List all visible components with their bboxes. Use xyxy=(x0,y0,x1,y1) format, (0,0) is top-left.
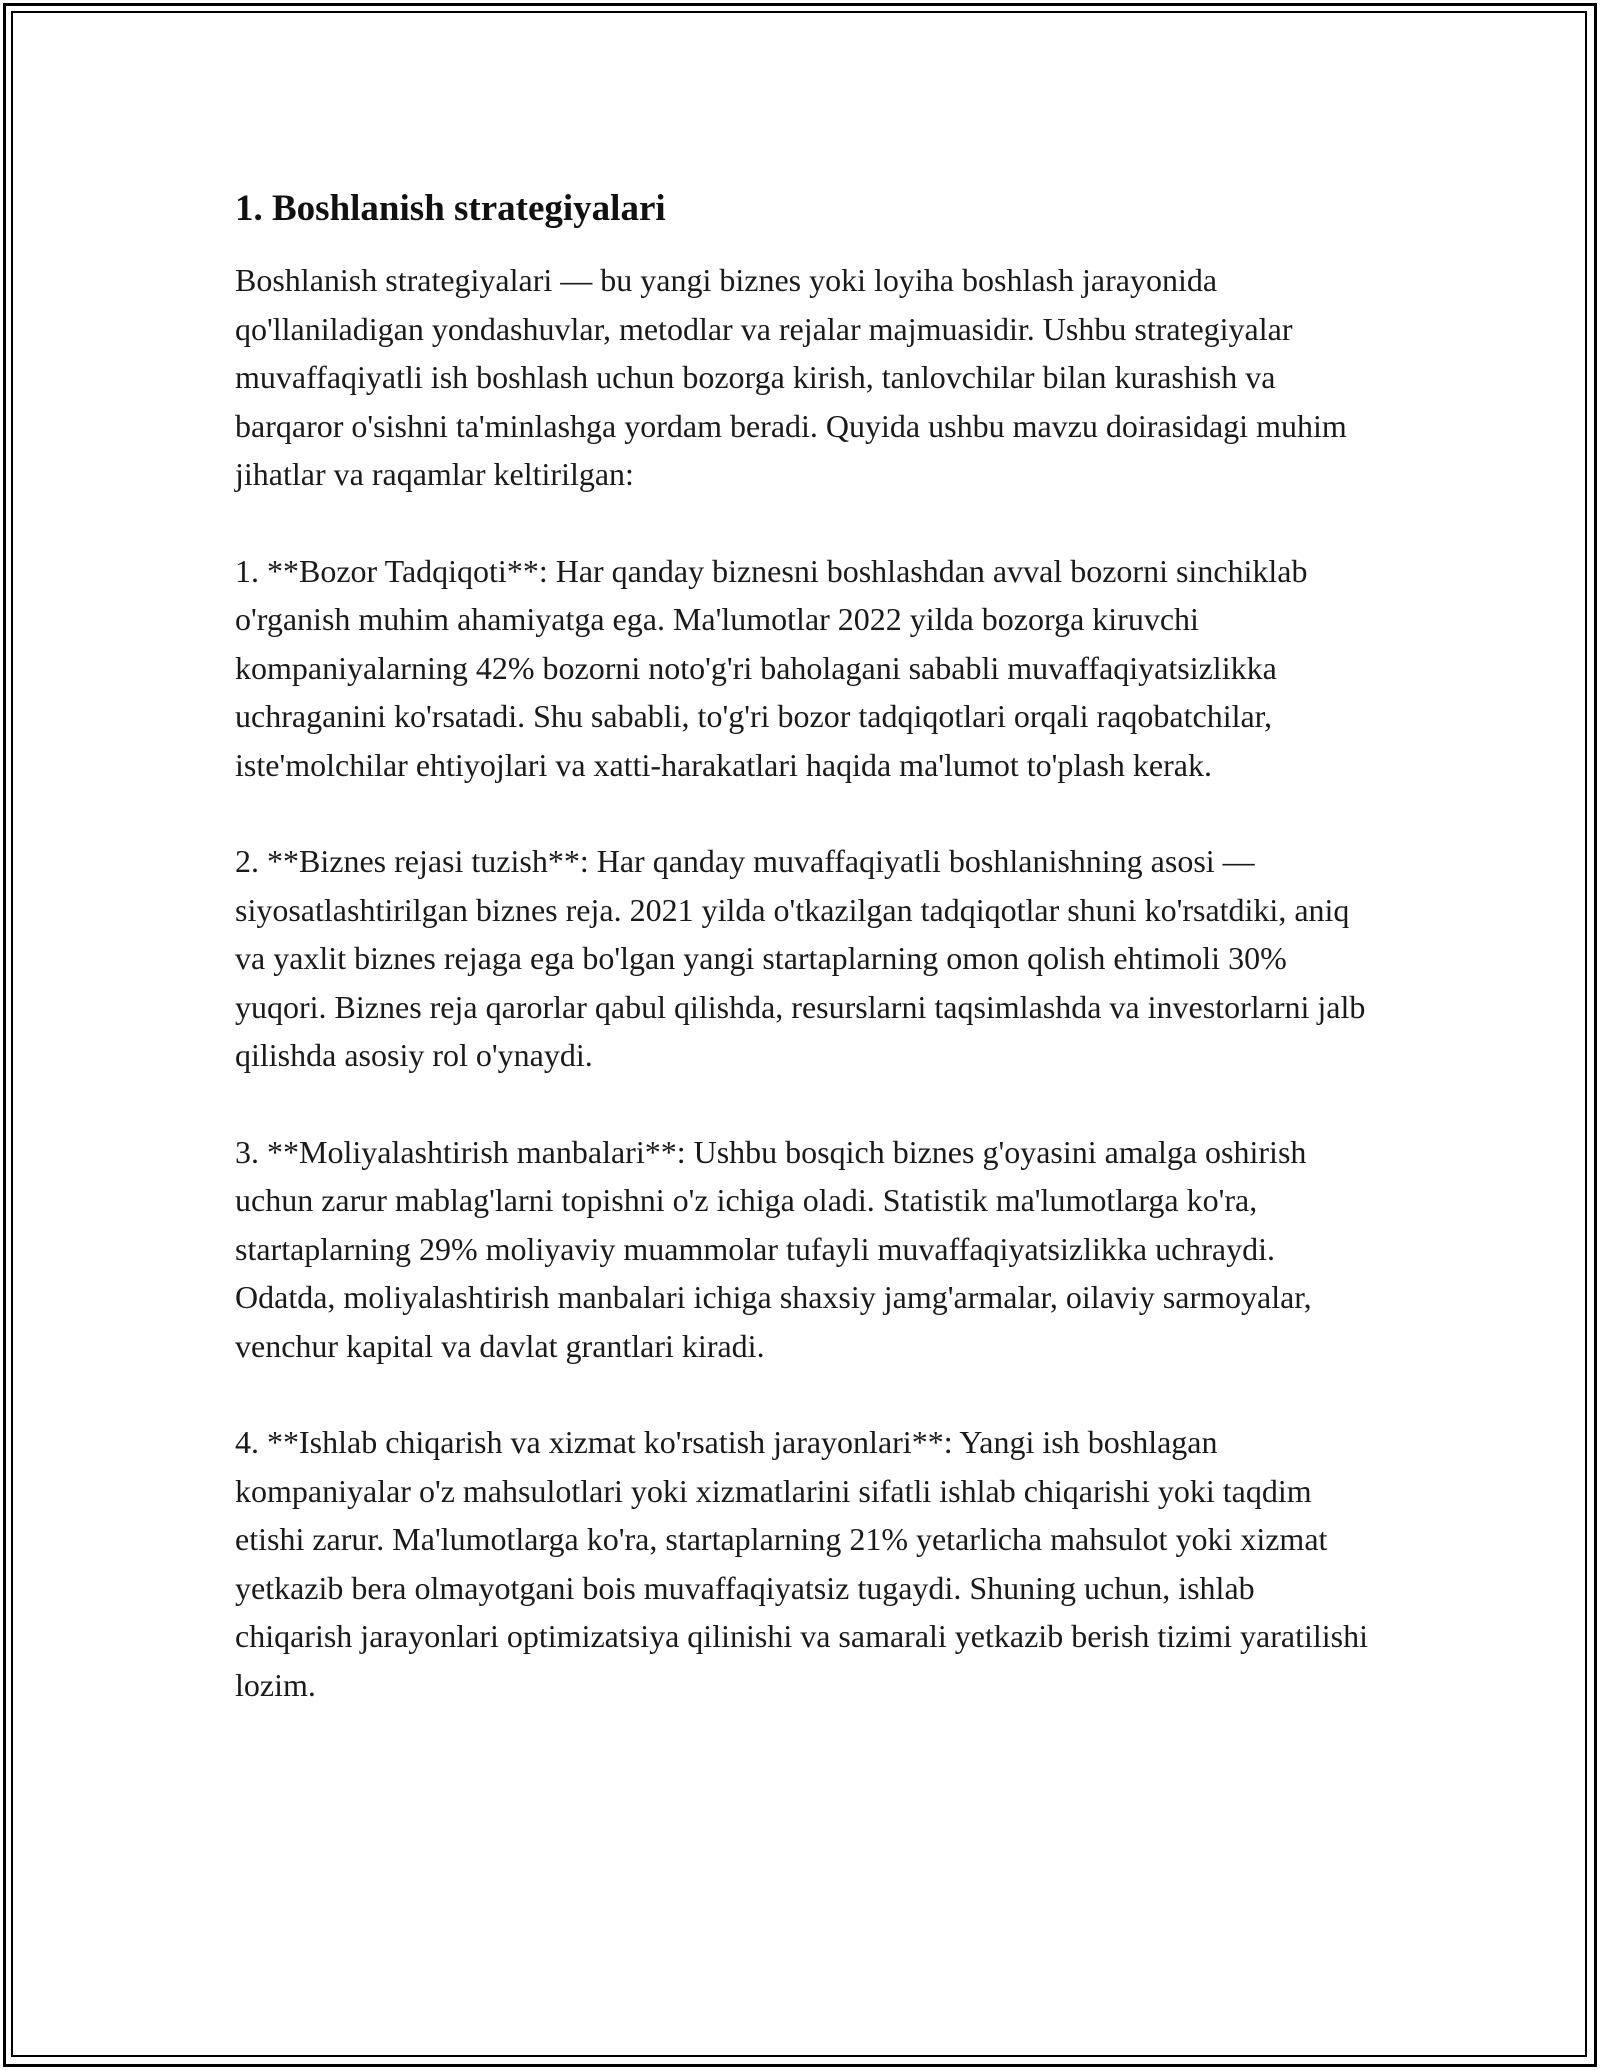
document-body xyxy=(235,186,1375,1757)
section-heading: 1. Boshlanish strategiyalari xyxy=(235,188,666,229)
intro-paragraph: Boshlanish strategiyalari — bu yangi biznes yoki loyiha boshlash jarayonida qo'llaniladigan yondashuvlar, metodlar va rejalar majmuasidir. Ushbu strategiyalar muvaffaqiyatli ish boshlash uchun bozorga kirish, tanlovchilar bilan kurashish va barqaror o'sishni ta'minlashga yordam beradi. Quyida ushbu mavzu doirasidagi muhim jihatlar va raqamlar keltirilgan: xyxy=(235,262,1347,492)
list-item-funding-sources: 3. **Moliyalashtirish manbalari**: Ushbu bosqich biznes g'oyasini amalga oshirish uchun zarur mablag'larni topishni o'z ichiga oladi. Statistik ma'lumotlarga ko'ra, startaplarning 29% moliyaviy muammolar tufayli muvaffaqiyatsizlikka uchraydi. Odatda, moliyalashtirish manbalari ichiga shaxsiy jamg'armalar, oilaviy sarmoyalar, venchur kapital va davlat grantlari kiradi. xyxy=(235,1133,1312,1364)
list-item-production-processes: 4. **Ishlab chiqarish va xizmat ko'rsatish jarayonlari**: Yangi ish boshlagan kompaniyalar o'z mahsulotlari yoki xizmatlarini sifatli ishlab chiqarishi yoki taqdim etishi zarur. Ma'lumotlarga ko'ra, startaplarning 21% yetarlicha mahsulot yoki xizmat yetkazib bera olmayotgani bois muvaffaqiyatsiz tugaydi. Shuning uchun, ishlab chiqarish jarayonlari optimizatsiya qilinishi va samarali yetkazib berish tizimi yaratilishi lozim. xyxy=(235,1424,1369,1703)
list-item-market-research: 1. **Bozor Tadqiqoti**: Har qanday biznesni boshlashdan avval bozorni sinchiklab o'rganish muhim ahamiyatga ega. Ma'lumotlar 2022 yilda bozorga kiruvchi kompaniyalarning 42% bozorni noto'g'ri baholagani sababli muvaffaqiyatsizlikka uchraganini ko'rsatadi. Shu sababli, to'g'ri bozor tadqiqotlari orqali raqobatchilar, iste'molchilar ehtiyojlari va xatti-harakatlari haqida ma'lumot to'plash kerak. xyxy=(235,552,1308,783)
list-item-business-plan: 2. **Biznes rejasi tuzish**: Har qanday muvaffaqiyatli boshlanishning asosi — siyosatlashtirilgan biznes reja. 2021 yilda o'tkazilgan tadqiqotlar shuni ko'rsatdiki, aniq va yaxlit biznes rejaga ega bo'lgan yangi startaplarning omon qolish ehtimoli 30% yuqori. Biznes reja qarorlar qabul qilishda, resurslarni taqsimlashda va investorlarni jalb qilishda asosiy rol o'ynaydi. xyxy=(235,843,1366,1073)
